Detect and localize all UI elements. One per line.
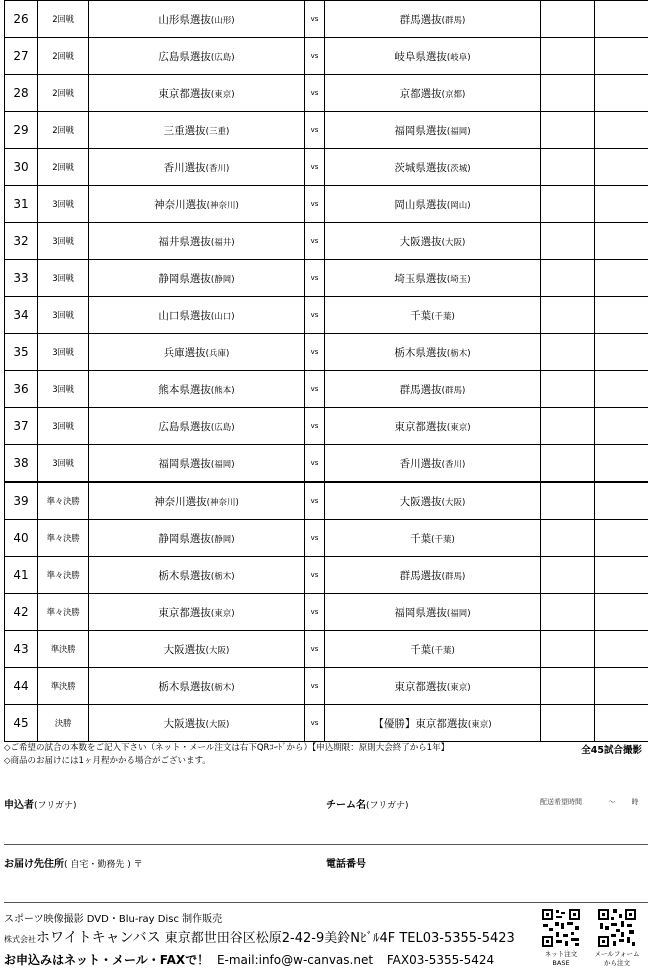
vs-label: vs (305, 149, 325, 186)
home-team-pref: (東京) (210, 89, 235, 100)
match-number: 41 (5, 557, 38, 594)
match-round: 準々決勝 (38, 557, 89, 594)
bluray-quantity-cell[interactable] (595, 408, 648, 445)
home-team-pref: (熊本) (210, 385, 235, 396)
home-team (89, 334, 305, 371)
home-team (89, 594, 305, 631)
home-team-pref: (栃木) (210, 571, 235, 582)
away-team-name: 埼玉県選抜 (394, 272, 447, 285)
match-round: 2回戦 (38, 38, 89, 75)
home-team-pref: (栃木) (210, 682, 235, 693)
vs-label: vs (305, 371, 325, 408)
home-team-name: 静岡県選抜 (158, 272, 211, 285)
dvd-quantity-cell[interactable] (541, 75, 595, 112)
dvd-quantity-cell[interactable] (541, 705, 595, 742)
match-round: 2回戦 (38, 112, 89, 149)
vs-label: vs (305, 557, 325, 594)
home-team-pref: (神奈川) (206, 497, 239, 508)
match-number: 26 (5, 1, 38, 38)
away-team-pref: (群馬) (441, 15, 466, 26)
away-team-pref: (岐阜) (446, 52, 471, 63)
home-team-pref: (山形) (210, 15, 235, 26)
total-matches: 全45試合撮影 (581, 745, 642, 756)
match-number: 35 (5, 334, 38, 371)
match-round: 3回戦 (38, 260, 89, 297)
notes (4, 742, 449, 768)
bluray-quantity-cell[interactable] (595, 223, 648, 260)
away-team-pref: (大阪) (441, 497, 466, 508)
address-label: お届け先住所 (4, 859, 64, 870)
away-team (325, 223, 541, 260)
match-number: 33 (5, 260, 38, 297)
net-order-label-2: BASE (552, 959, 570, 967)
match-round: 2回戦 (38, 1, 89, 38)
away-team-pref: (福岡) (446, 608, 471, 619)
vs-label: vs (305, 223, 325, 260)
dvd-quantity-cell[interactable] (541, 520, 595, 557)
bluray-quantity-cell[interactable] (595, 705, 648, 742)
away-team-pref: (千葉) (431, 311, 455, 322)
match-number: 29 (5, 112, 38, 149)
company-name: ホワイトキャンバス (36, 930, 161, 946)
match-row (5, 668, 648, 705)
away-team-name: 千葉 (410, 309, 432, 322)
phone-label: 電話番号 (326, 859, 366, 870)
match-round: 3回戦 (38, 408, 89, 445)
company-info (4, 927, 515, 947)
mail-form-label (592, 950, 642, 968)
match-row (5, 334, 648, 371)
match-table (4, 0, 648, 742)
divider-2 (4, 902, 648, 903)
delivery-sep: ～ (608, 798, 616, 806)
away-team-name: 大阪選抜 (399, 235, 442, 248)
match-row (5, 631, 648, 668)
match-number: 28 (5, 75, 38, 112)
home-team (89, 482, 305, 520)
home-team-name: 東京都選抜 (158, 87, 211, 100)
away-team-name: 群馬選抜 (399, 383, 442, 396)
away-team-name: 東京都選抜 (394, 680, 447, 693)
phone-field[interactable] (326, 855, 366, 870)
match-row (5, 186, 648, 223)
vs-label: vs (305, 445, 325, 483)
order-cta: お申込みはネット・メール・FAXで！ (4, 953, 210, 967)
dvd-quantity-cell[interactable] (541, 371, 595, 408)
away-team-name: 茨城県選抜 (394, 161, 447, 174)
home-team-pref: (静岡) (210, 534, 235, 545)
away-team-name: 香川選抜 (399, 457, 442, 470)
vs-label: vs (305, 1, 325, 38)
match-row (5, 38, 648, 75)
bluray-quantity-cell[interactable] (595, 297, 648, 334)
match-number: 39 (5, 482, 38, 520)
home-team-pref: (大阪) (205, 719, 230, 730)
home-team-name: 福井県選抜 (158, 235, 211, 248)
dvd-quantity-cell[interactable] (541, 668, 595, 705)
mail-form-label-1: メールフォーム (594, 950, 640, 958)
match-number: 43 (5, 631, 38, 668)
home-team (89, 223, 305, 260)
match-row (5, 75, 648, 112)
bluray-quantity-cell[interactable] (595, 186, 648, 223)
vs-label: vs (305, 186, 325, 223)
contact-line (4, 951, 494, 968)
away-team-pref: (香川) (441, 459, 466, 470)
match-round: 3回戦 (38, 186, 89, 223)
dvd-quantity-cell[interactable] (541, 557, 595, 594)
away-team-name: 福岡県選抜 (394, 124, 447, 137)
note-delivery: ◇商品のお届けには1ヶ月程かかる場合がございます。 (4, 756, 211, 766)
divider-1 (4, 844, 648, 845)
home-team-pref: (東京) (210, 608, 235, 619)
bluray-quantity-cell[interactable] (595, 149, 648, 186)
home-team-pref: (大阪) (205, 645, 230, 656)
match-row (5, 594, 648, 631)
home-team-pref: (神奈川) (206, 200, 239, 211)
match-row (5, 445, 648, 483)
home-team (89, 186, 305, 223)
home-team-name: 山形県選抜 (158, 13, 211, 26)
match-row (5, 482, 648, 520)
delivery-time-field[interactable] (540, 797, 638, 807)
bluray-quantity-cell[interactable] (595, 38, 648, 75)
home-team-pref: (兵庫) (205, 348, 230, 359)
match-round: 準決勝 (38, 668, 89, 705)
bluray-quantity-cell[interactable] (595, 520, 648, 557)
away-team (325, 557, 541, 594)
bluray-quantity-cell[interactable] (595, 112, 648, 149)
match-round: 3回戦 (38, 371, 89, 408)
away-team-pref: (千葉) (431, 645, 455, 656)
dvd-quantity-cell[interactable] (541, 260, 595, 297)
match-row (5, 223, 648, 260)
match-round: 3回戦 (38, 334, 89, 371)
away-team-pref: (京都) (441, 89, 466, 100)
dvd-quantity-cell[interactable] (541, 186, 595, 223)
match-row (5, 705, 648, 742)
vs-label: vs (305, 408, 325, 445)
home-team (89, 38, 305, 75)
home-team-name: 熊本県選抜 (158, 383, 211, 396)
home-team-name: 栃木県選抜 (158, 569, 211, 582)
away-team (325, 594, 541, 631)
away-team (325, 112, 541, 149)
vs-label: vs (305, 668, 325, 705)
dvd-quantity-cell[interactable] (541, 297, 595, 334)
dvd-quantity-cell[interactable] (541, 631, 595, 668)
match-number: 45 (5, 705, 38, 742)
dvd-quantity-cell[interactable] (541, 112, 595, 149)
address-sub: ( 自宅・勤務先 ) 〒 (64, 860, 143, 870)
home-team-name: 兵庫選抜 (163, 346, 206, 359)
home-team (89, 631, 305, 668)
dvd-quantity-cell[interactable] (541, 482, 595, 520)
away-team (325, 631, 541, 668)
match-round: 2回戦 (38, 75, 89, 112)
home-team-pref: (福井) (210, 237, 235, 248)
vs-label: vs (305, 594, 325, 631)
home-team-name: 静岡県選抜 (158, 532, 211, 545)
mail-form-qr-icon[interactable] (597, 908, 637, 948)
match-row (5, 520, 648, 557)
applicant-label: 申込者 (4, 800, 34, 811)
dvd-quantity-cell[interactable] (541, 594, 595, 631)
home-team-name: 広島県選抜 (158, 50, 211, 63)
dvd-quantity-cell[interactable] (541, 408, 595, 445)
match-number: 38 (5, 445, 38, 483)
away-team (325, 75, 541, 112)
mail-form-label-2: から注文 (604, 959, 630, 967)
bluray-quantity-cell[interactable] (595, 334, 648, 371)
home-team-name: 福岡県選抜 (158, 457, 211, 470)
home-team (89, 520, 305, 557)
vs-label: vs (305, 112, 325, 149)
home-team (89, 371, 305, 408)
applicant-sub: (フリガナ) (34, 801, 77, 811)
match-row (5, 149, 648, 186)
away-team-pref: (福岡) (446, 126, 471, 137)
away-team-name: 群馬選抜 (399, 13, 442, 26)
away-team-pref: (栃木) (446, 348, 471, 359)
home-team (89, 260, 305, 297)
dvd-quantity-cell[interactable] (541, 445, 595, 483)
home-team-name: 神奈川選抜 (154, 198, 207, 211)
home-team-name: 三重選抜 (163, 124, 206, 137)
dvd-quantity-cell[interactable] (541, 38, 595, 75)
bluray-quantity-cell[interactable] (595, 557, 648, 594)
match-round: 2回戦 (38, 149, 89, 186)
away-team (325, 334, 541, 371)
home-team-pref: (広島) (210, 52, 235, 63)
home-team (89, 705, 305, 742)
home-team-pref: (山口) (210, 311, 235, 322)
away-team-name: 群馬選抜 (399, 569, 442, 582)
away-team-pref: (群馬) (441, 571, 466, 582)
away-team-name: 岡山県選抜 (394, 198, 447, 211)
away-team-pref: (群馬) (441, 385, 466, 396)
away-team-pref: (大阪) (441, 237, 466, 248)
home-team (89, 668, 305, 705)
bluray-quantity-cell[interactable] (595, 482, 648, 520)
away-team (325, 482, 541, 520)
home-team-name: 東京都選抜 (158, 606, 211, 619)
match-row (5, 260, 648, 297)
vs-label: vs (305, 75, 325, 112)
away-team (325, 445, 541, 483)
away-team-pref: (埼玉) (446, 274, 471, 285)
vs-label: vs (305, 705, 325, 742)
match-number: 36 (5, 371, 38, 408)
match-number: 42 (5, 594, 38, 631)
away-team-name: 京都選抜 (399, 87, 442, 100)
vs-label: vs (305, 482, 325, 520)
company-email[interactable]: E-mail:info@w-canvas.net (216, 953, 374, 967)
match-round: 3回戦 (38, 297, 89, 334)
away-team (325, 705, 541, 742)
away-team-name: 【優勝】東京都選抜 (373, 717, 468, 730)
dvd-quantity-cell[interactable] (541, 149, 595, 186)
company-prefix: 株式会社 (4, 935, 36, 944)
away-team (325, 186, 541, 223)
away-team-name: 福岡県選抜 (394, 606, 447, 619)
dvd-quantity-cell[interactable] (541, 223, 595, 260)
match-round: 準決勝 (38, 631, 89, 668)
home-team (89, 408, 305, 445)
company-fax: FAX03-5355-5424 (386, 953, 495, 967)
home-team-pref: (広島) (210, 422, 235, 433)
home-team (89, 445, 305, 483)
bluray-quantity-cell[interactable] (595, 631, 648, 668)
match-row (5, 297, 648, 334)
away-team (325, 149, 541, 186)
home-team (89, 149, 305, 186)
match-number: 27 (5, 38, 38, 75)
match-row (5, 112, 648, 149)
vs-label: vs (305, 38, 325, 75)
bluray-quantity-cell[interactable] (595, 594, 648, 631)
home-team (89, 1, 305, 38)
home-team-pref: (静岡) (210, 274, 235, 285)
vs-label: vs (305, 334, 325, 371)
dvd-quantity-cell[interactable] (541, 1, 595, 38)
home-team-name: 大阪選抜 (163, 717, 206, 730)
home-team (89, 75, 305, 112)
home-team-pref: (三重) (205, 126, 230, 137)
away-team-name: 岐阜県選抜 (394, 50, 447, 63)
match-round: 準々決勝 (38, 520, 89, 557)
home-team (89, 297, 305, 334)
away-team-pref: (岡山) (446, 200, 471, 211)
home-team (89, 112, 305, 149)
vs-label: vs (305, 631, 325, 668)
away-team-name: 千葉 (410, 532, 432, 545)
vs-label: vs (305, 260, 325, 297)
away-team-name: 栃木県選抜 (394, 346, 447, 359)
away-team-name: 大阪選抜 (399, 495, 442, 508)
bluray-quantity-cell[interactable] (595, 371, 648, 408)
match-number: 30 (5, 149, 38, 186)
home-team-name: 山口県選抜 (158, 309, 211, 322)
team-field[interactable] (326, 796, 409, 811)
match-number: 31 (5, 186, 38, 223)
away-team-name: 東京都選抜 (394, 420, 447, 433)
home-team-name: 大阪選抜 (163, 643, 206, 656)
vs-label: vs (305, 520, 325, 557)
bluray-quantity-cell[interactable] (595, 1, 648, 38)
away-team-pref: (茨城) (446, 163, 471, 174)
delivery-unit: 時 (631, 798, 639, 806)
away-team (325, 408, 541, 445)
home-team (89, 557, 305, 594)
away-team-pref: (東京) (446, 422, 471, 433)
away-team (325, 297, 541, 334)
match-row (5, 371, 648, 408)
match-row (5, 1, 648, 38)
home-team-pref: (香川) (205, 163, 230, 174)
match-number: 34 (5, 297, 38, 334)
dvd-quantity-cell[interactable] (541, 334, 595, 371)
net-order-label-1: ネット注文 (544, 950, 578, 958)
away-team (325, 1, 541, 38)
bluray-quantity-cell[interactable] (595, 75, 648, 112)
bluray-quantity-cell[interactable] (595, 445, 648, 483)
bluray-quantity-cell[interactable] (595, 668, 648, 705)
away-team (325, 38, 541, 75)
team-label: チーム名 (326, 800, 366, 811)
match-number: 44 (5, 668, 38, 705)
net-order-label (536, 950, 586, 968)
company-tagline: スポーツ映像撮影 DVD・Blu-ray Disc 制作販売 (4, 914, 223, 925)
away-team (325, 260, 541, 297)
team-sub: (フリガナ) (366, 801, 409, 811)
away-team-pref: (千葉) (431, 534, 455, 545)
match-number: 32 (5, 223, 38, 260)
delivery-label: 配送希望時間 (540, 798, 582, 806)
home-team-name: 香川選抜 (163, 161, 206, 174)
match-row (5, 557, 648, 594)
match-round: 3回戦 (38, 223, 89, 260)
away-team-pref: (東京) (467, 719, 492, 730)
match-round: 決勝 (38, 705, 89, 742)
away-team (325, 520, 541, 557)
home-team-name: 広島県選抜 (158, 420, 211, 433)
away-team-name: 千葉 (410, 643, 432, 656)
away-team (325, 371, 541, 408)
vs-label: vs (305, 297, 325, 334)
home-team-pref: (福岡) (210, 459, 235, 470)
applicant-field[interactable] (4, 796, 77, 811)
away-team-pref: (東京) (446, 682, 471, 693)
address-field[interactable] (4, 855, 143, 870)
match-body (5, 1, 648, 742)
match-round: 準々決勝 (38, 594, 89, 631)
away-team (325, 668, 541, 705)
match-row (5, 408, 648, 445)
match-round: 準々決勝 (38, 482, 89, 520)
match-number: 40 (5, 520, 38, 557)
company-address: 東京都世田谷区松原2-42-9美鈴Nﾋﾞﾙ4F TEL03-5355-5423 (164, 931, 515, 946)
match-round: 3回戦 (38, 445, 89, 483)
net-order-qr-icon[interactable] (541, 908, 581, 948)
note-order: ◇ご希望の試合の本数をご記入下さい（ネット・メール注文は右下QRｺｰﾄﾞから）【申込期限：原則大会終了から1年】 (4, 743, 450, 753)
match-number: 37 (5, 408, 38, 445)
bluray-quantity-cell[interactable] (595, 260, 648, 297)
home-team-name: 栃木県選抜 (158, 680, 211, 693)
home-team-name: 神奈川選抜 (154, 495, 207, 508)
